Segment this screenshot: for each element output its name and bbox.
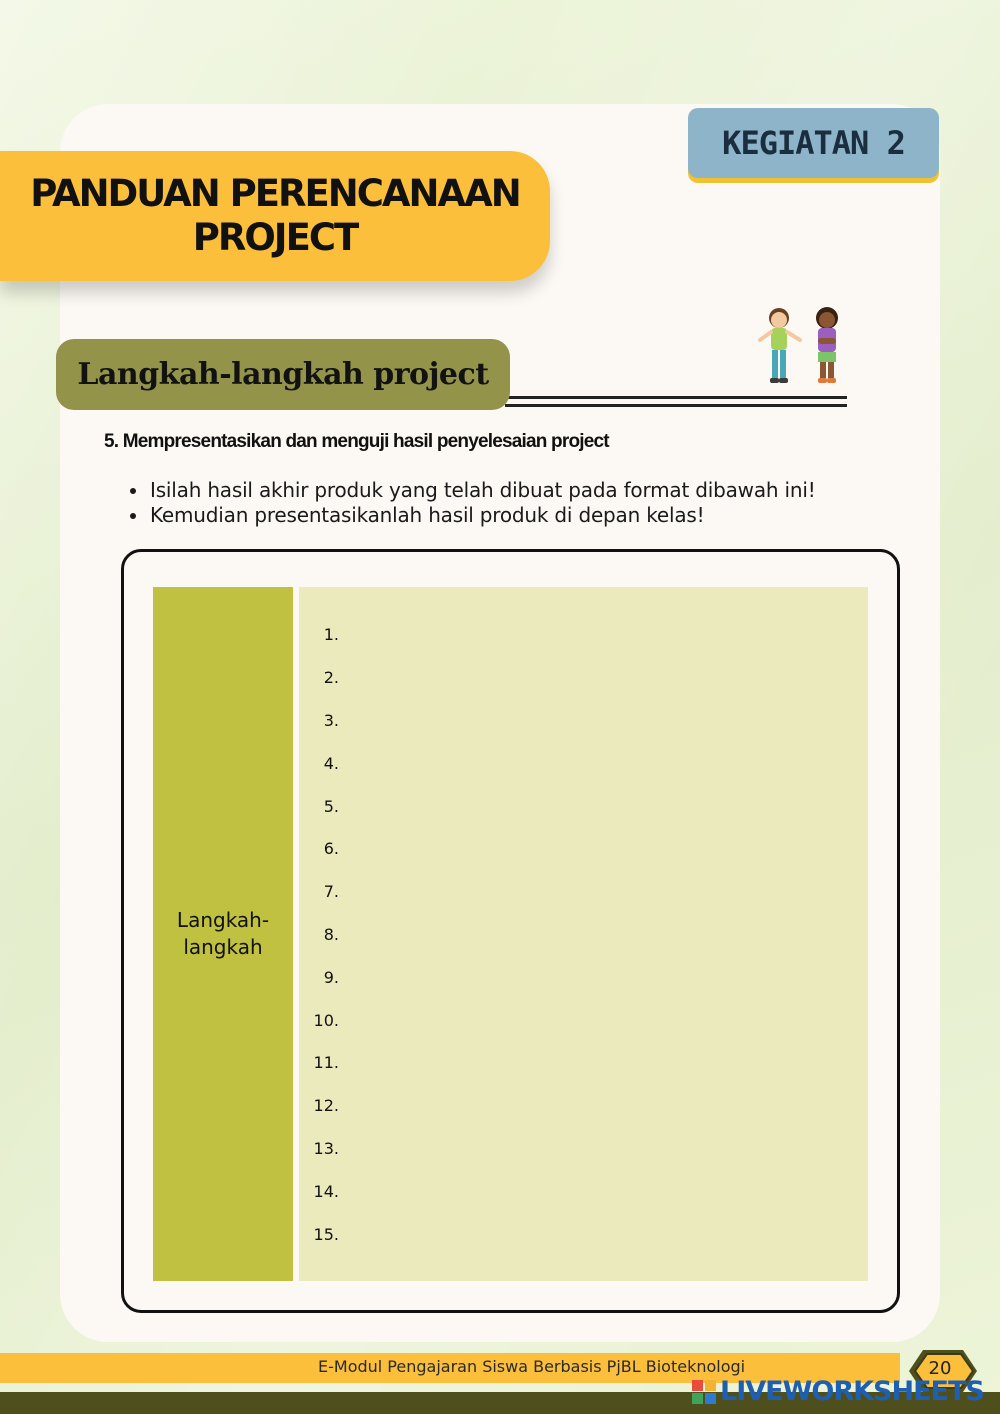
step-title: 5. Mempresentasikan dan menguji hasil penyelesaian project xyxy=(104,431,609,452)
step-number: 15. xyxy=(313,1225,339,1244)
step-number: 11. xyxy=(313,1053,339,1072)
step-number: 12. xyxy=(313,1096,339,1115)
step-number: 1. xyxy=(323,625,339,644)
step-number: 5. xyxy=(323,797,339,816)
kids-illustration-icon xyxy=(752,300,852,392)
step-number: 3. xyxy=(323,711,339,730)
page-title-line1: PANDUAN PERENCANAAN xyxy=(30,172,520,215)
step-number: 2. xyxy=(323,668,339,687)
watermark-text: LIVEWORKSHEETS xyxy=(720,1376,984,1407)
page-title-line2: PROJECT xyxy=(192,216,358,259)
answer-area[interactable] xyxy=(299,587,868,1281)
liveworksheets-watermark xyxy=(692,1376,984,1407)
page-number: 20 xyxy=(928,1358,952,1379)
list-item: Kemudian presentasikanlah hasil produk di depan kelas! xyxy=(128,503,816,528)
divider-line xyxy=(505,404,847,407)
step-number: 6. xyxy=(323,839,339,858)
divider-line xyxy=(505,396,847,399)
step-number: 9. xyxy=(323,968,339,987)
liveworksheets-logo-icon xyxy=(692,1380,716,1404)
page-title-banner xyxy=(0,151,550,281)
step-number: 13. xyxy=(313,1139,339,1158)
row-label-cell xyxy=(153,587,293,1281)
step-number: 4. xyxy=(323,754,339,773)
step-number: 8. xyxy=(323,925,339,944)
kegiatan-badge: KEGIATAN 2 xyxy=(688,108,939,178)
step-number: 14. xyxy=(313,1182,339,1201)
footer-text: E-Modul Pengajaran Siswa Berbasis PjBL Bioteknologi xyxy=(318,1357,746,1376)
step-number: 10. xyxy=(313,1011,339,1030)
section-tab: Langkah-langkah project xyxy=(56,339,510,410)
list-item: Isilah hasil akhir produk yang telah dibuat pada format dibawah ini! xyxy=(128,478,816,503)
step-number: 7. xyxy=(323,882,339,901)
instruction-list xyxy=(128,478,816,528)
row-label: Langkah-langkah xyxy=(176,908,270,959)
